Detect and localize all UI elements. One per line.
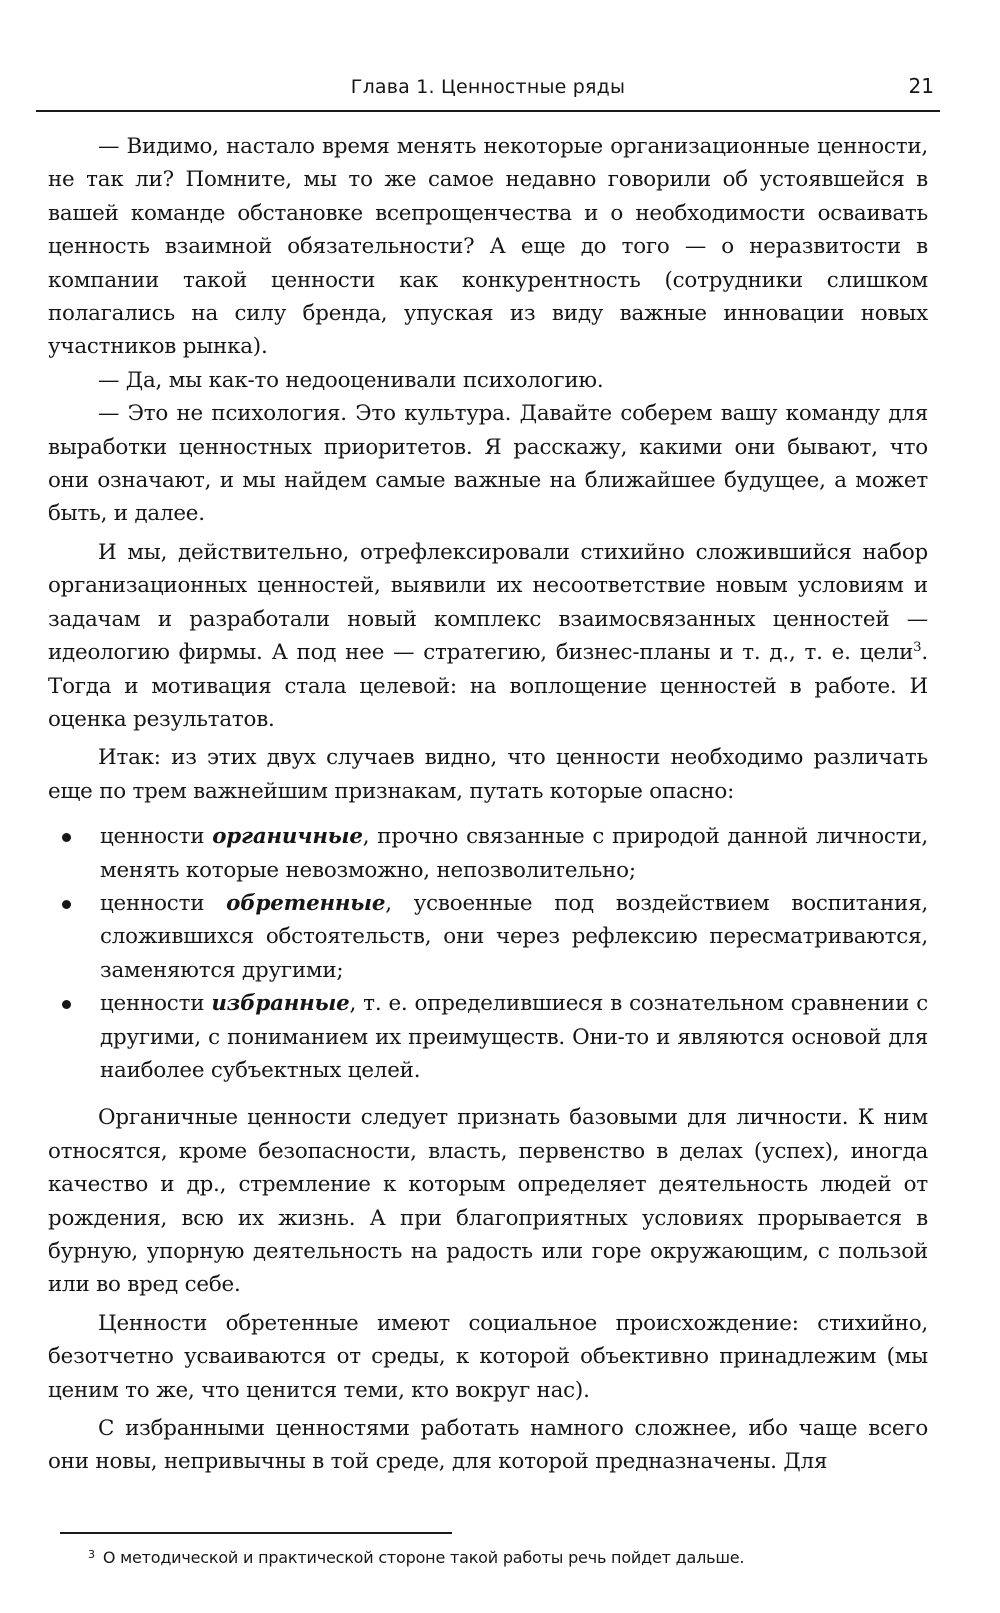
paragraph-intro: Итак: из этих двух случаев видно, что ценности необходимо различать еще по трем важнейшим признакам, путать которые опасно: xyxy=(48,745,928,804)
dialogue-paragraph: — Это не психология. Это культура. Давайте соберем вашу команду для выработки ценностных приоритетов. Я расскажу, какими они бывают, что они означают, и мы найдем самые важные на ближайшее будущее, а может быть, и далее. xyxy=(48,401,928,527)
bullet-icon xyxy=(62,900,71,909)
dialogue-paragraph: — Видимо, настало время менять некоторые организационные ценности, не так ли? Помните, мы то же самое недавно говорили об устоявшейся в вашей команде обстановке всепрощенчества и о необходимости осваивать ценность взаимной обязательности? А еще до того — о неразвитости в компании такой ценности как конкурентность (сотрудники слишком полагались на силу бренда, упуская из виду важные инновации новых участников рынка). xyxy=(48,134,928,360)
dialogue-paragraph: — Да, мы как-то недооценивали психологию. xyxy=(98,367,604,393)
list-item-prefix: ценности xyxy=(100,890,227,916)
page-number: 21 xyxy=(908,74,934,98)
running-header xyxy=(36,70,940,112)
paragraph-text: . Тогда и мотивация стала целевой: на воплощение ценностей в работе. И оценка результатов. xyxy=(48,640,928,732)
list-item-text: , т. е. определившиеся в сознательном сравнении с другими, с пониманием их преимуществ. Они-то и являются основой для наиболее субъектных целей. xyxy=(100,991,928,1083)
list-item-term: избранные xyxy=(211,991,350,1017)
bullet-icon xyxy=(62,833,71,842)
paragraph-organic: Органичные ценности следует признать базовыми для личности. К ним относятся, кроме безопасности, власть, первенство в делах (успех), иногда качество и др., стремление к которым определяет деятельность людей от рождения, всю их жизнь. А при благоприятных условиях прорывается в бурную, упорную деятельность на радость или горе окружающим, с пользой или во вред себе. xyxy=(48,1105,928,1298)
footnote-mark: 3 xyxy=(88,1548,95,1561)
paragraph-result xyxy=(48,536,928,736)
footnote-text: О методической и практической стороне такой работы речь пойдет дальше. xyxy=(102,1548,745,1567)
list-item-term: обретенные xyxy=(226,890,386,916)
list-item xyxy=(48,887,928,987)
paragraph-text: И мы, действительно, отрефлексировали стихийно сложившийся набор организационных ценностей, выявили их несоответствие новым условиям и задачам и разработали новый комплекс взаимосвязанных ценностей — идеологию фирмы. А под нее — стратегию, бизнес-планы и т. д., т. е. цели xyxy=(48,539,928,666)
list-item xyxy=(48,820,928,887)
footnote xyxy=(88,1548,744,1567)
list-item-term: органичные xyxy=(212,824,363,850)
footnote-reference: 3 xyxy=(913,639,922,655)
footnote-divider xyxy=(60,1532,452,1534)
chapter-title: Глава 1. Ценностные ряды xyxy=(350,76,626,98)
main-text xyxy=(48,130,928,1479)
list-item-text: , прочно связанные с природой данной личности, менять которые невозможно, непозволительно; xyxy=(100,824,928,883)
list-item-text: , усвоенные под воздействием воспитания, сложившихся обстоятельств, они через рефлексию пересматриваются, заменяются другими; xyxy=(100,890,928,983)
list-item-prefix: ценности xyxy=(100,991,212,1017)
value-types-list xyxy=(48,820,928,1087)
paragraph-chosen: С избранными ценностями работать намного сложнее, ибо чаще всего они новы, непривычны в той среде, для которой предназначены. Для xyxy=(48,1416,928,1475)
list-item xyxy=(48,987,928,1087)
bullet-icon xyxy=(62,1000,71,1009)
list-item-prefix: ценности xyxy=(100,824,213,850)
paragraph-acquired: Ценности обретенные имеют социальное происхождение: стихийно, безотчетно усваиваются от среды, к которой объективно принадлежим (мы ценим то же, что ценится теми, кто вокруг нас). xyxy=(48,1310,928,1403)
